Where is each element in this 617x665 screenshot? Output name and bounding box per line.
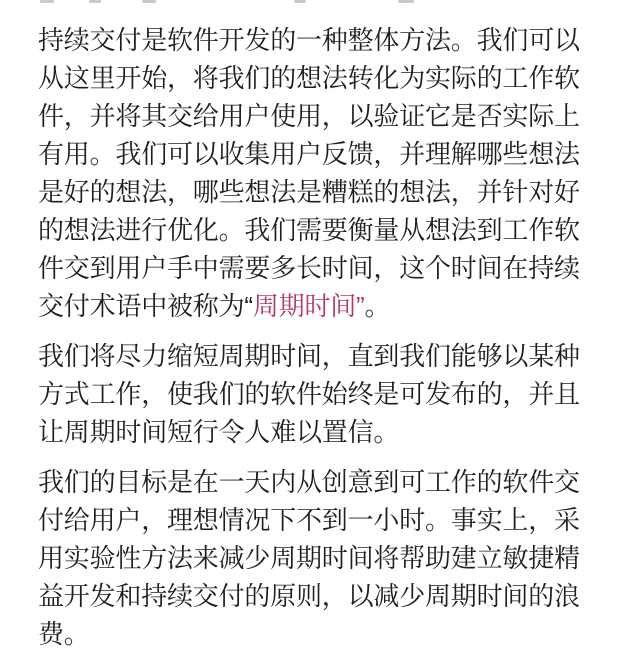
text-line: 件交到用户手中需要多长时间，这个时间在持续 xyxy=(38,253,580,283)
text-line: 让周期时间短行令人难以置信。 xyxy=(38,417,400,447)
text-after-term: 。 xyxy=(364,291,391,321)
text-line: 持续交付是软件开发的一种整体方法。我们可以 xyxy=(38,25,580,55)
text-line: 的想法进行优化。我们需要衡量从想法到工作软 xyxy=(38,215,580,245)
clipped-text-remnant xyxy=(0,0,617,4)
text-line: 件，并将其交给用户使用，以验证它是否实际上 xyxy=(38,101,580,131)
article-body xyxy=(38,21,586,665)
paragraph-goal xyxy=(38,463,586,653)
text-line: 我们将尽力缩短周期时间，直到我们能够以某种 xyxy=(38,341,580,371)
text-line: 是好的想法，哪些想法是糟糕的想法，并针对好 xyxy=(38,177,580,207)
text-line: 费。 xyxy=(38,619,90,649)
text-line: 用实验性方法来减少周期时间将帮助建立敏捷精 xyxy=(38,543,580,573)
text-line: 我们的目标是在一天内从创意到可工作的软件交 xyxy=(38,467,580,497)
paragraph-continuous-delivery xyxy=(38,21,586,325)
paragraph-shorten-cycle-time xyxy=(38,337,586,451)
text-line: 有用。我们可以收集用户反馈，并理解哪些想法 xyxy=(38,139,580,169)
text-line-with-term xyxy=(38,287,586,325)
text-line: 付给用户，理想情况下不到一小时。事实上，采 xyxy=(38,505,580,535)
cycle-time-term-link[interactable]: 周期时间” xyxy=(252,291,365,321)
text-line: 方式工作，使我们的软件始终是可发布的，并且 xyxy=(38,379,580,409)
text-line: 从这里开始，将我们的想法转化为实际的工作软 xyxy=(38,63,580,93)
text-line: 益开发和持续交付的原则，以减少周期时间的浪 xyxy=(38,581,580,611)
text-before-term: 交付术语中被称为“ xyxy=(38,291,253,321)
